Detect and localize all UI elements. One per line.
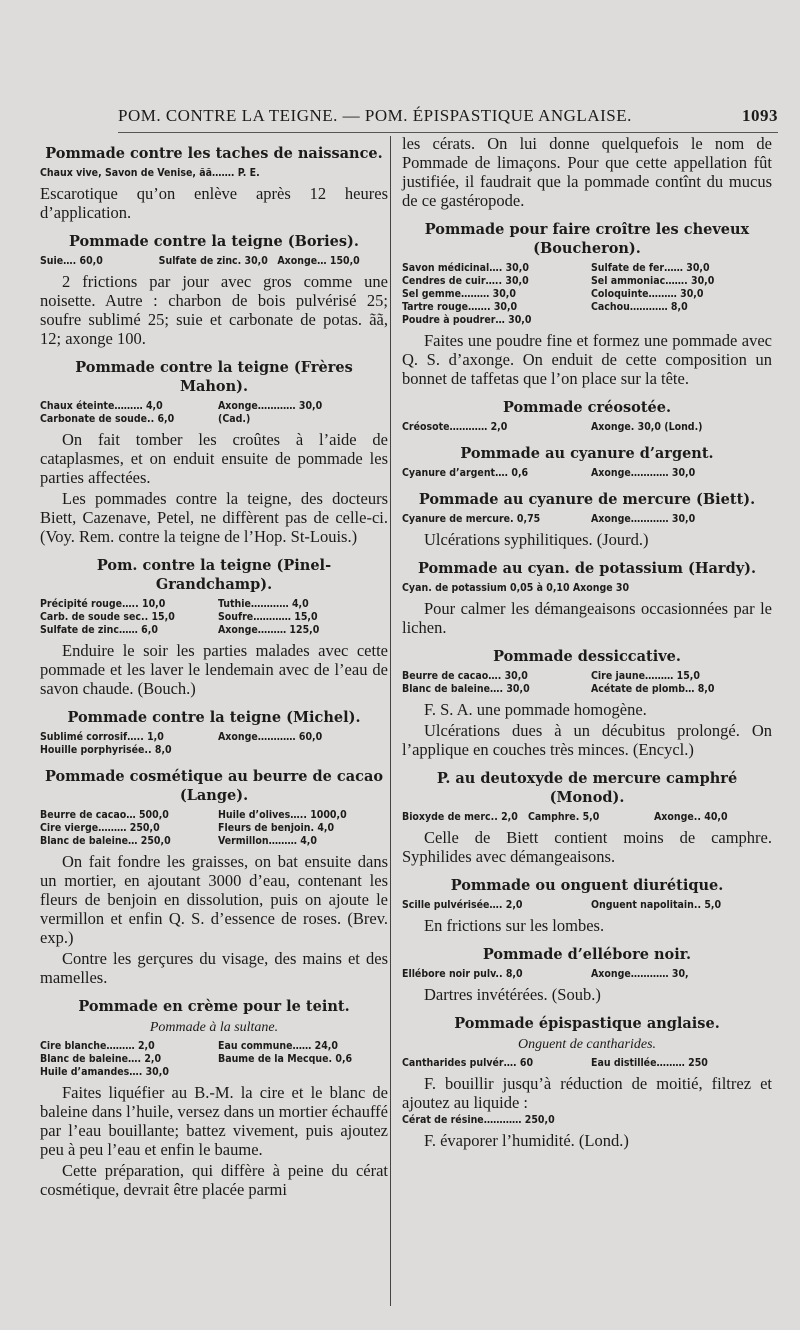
recipe-title: Pommade en crème pour le teint. [78,998,350,1015]
ingredient-cell: Carb. de soude sec.. 15,0 [40,611,175,623]
ingredient-cell: Cérat de résine………… 250,0 [402,1114,555,1126]
right-column [402,134,772,1152]
ingredient-cell: Blanc de baleine…. 2,0 [40,1053,162,1065]
ingredient-row [40,167,388,180]
ingredient-cell: Cendres de cuir….. 30,0 [402,275,529,287]
ingredient-row [40,611,388,624]
ingredient-cell: Cire blanche……… 2,0 [40,1040,155,1052]
body-paragraph: Ulcérations dues à un décubitus prolongé. On l’applique en couches très minces. (Encycl.) [402,721,772,759]
ingredient-row [40,400,388,413]
body-paragraph: Faites liquéfier au B.-M. la cire et le blanc de baleine dans l’huile, versez dans un mortier échauffé par l’eau bouillante; battez vivement, puis ajoutez peu à peu l’eau et enfin le baume. [40,1083,388,1159]
ingredient-cell: Blanc de baleine… 250,0 [40,835,171,847]
ingredient-row [40,624,388,637]
ingredient-list [402,1057,772,1070]
ingredient-cell: Sulfate de fer…… 30,0 [591,262,710,274]
ingredient-cell: Chaux vive, Savon de Venise, ãã……. P. E. [40,167,260,179]
ingredient-cell: Poudre à poudrer… 30,0 [402,314,532,326]
ingredient-list [40,255,388,268]
ingredient-cell: Créosote………… 2,0 [402,421,508,433]
ingredient-row [40,809,388,822]
ingredient-cell: Cire jaune……… 15,0 [591,670,700,682]
ingredient-cell: Carbonate de soude.. 6,0 [40,413,175,425]
ingredient-list [402,262,772,327]
ingredient-list [402,968,772,981]
body-paragraph: F. bouillir jusqu’à réduction de moitié, filtrez et ajoutez au liquide : [402,1074,772,1112]
ingredient-row [402,314,772,327]
ingredient-cell: Axonge……… 125,0 [218,624,320,636]
recipe-title: P. au deutoxyde de mercure camphré (Monod). [436,770,738,806]
ingredient-row [402,1114,772,1127]
ingredient-cell: Soufre………… 15,0 [218,611,318,623]
ingredient-row [402,899,772,912]
ingredient-list [402,899,772,912]
ingredient-cell: Coloquinte……… 30,0 [591,288,704,300]
ingredient-row [40,1066,388,1079]
ingredient-list [402,670,772,696]
body-paragraph: Faites une poudre fine et formez une pommade avec Q. S. d’axonge. On enduit de cette composition un bonnet de taffetas que l’on place sur la tête. [402,331,772,388]
ingredient-cell: Axonge………… 30,0 [591,467,696,479]
ingredient-row [402,288,772,301]
body-paragraph: F. évaporer l’humidité. (Lond.) [424,1131,629,1150]
ingredient-cell: Savon médicinal…. 30,0 [402,262,529,274]
ingredient-row [40,835,388,848]
ingredient-cell: Sel ammoniac……. 30,0 [591,275,715,287]
ingredient-cell: Axonge………… 30,0 [591,513,696,525]
ingredient-cell: Onguent napolitain.. 5,0 [591,899,722,911]
ingredient-cell: Cachou………… 8,0 [591,301,688,313]
ingredient-row [402,421,772,434]
ingredient-row [402,513,772,526]
recipe-title: Pommade pour faire croître les cheveux (Boucheron). [424,221,750,257]
running-header [118,104,778,133]
ingredient-cell [218,1066,388,1079]
ingredient-list [40,167,388,180]
recipe-title: Pom. contre la teigne (Pinel-Grandchamp). [96,557,332,593]
ingredient-list [40,731,388,757]
ingredient-cell: Ellébore noir pulv.. 8,0 [402,968,523,980]
ingredient-row [40,413,388,426]
ingredient-cell: (Cad.) [218,413,251,425]
left-column [40,134,388,1201]
recipe-title: Pommade contre la teigne (Michel). [67,709,361,726]
ingredient-cell: Tartre rouge……. 30,0 [402,301,518,313]
ingredient-row [402,582,772,595]
ingredient-row [402,467,772,480]
ingredient-cell: Suie…. 60,0 [40,255,103,267]
body-paragraph: Pour calmer les démangeaisons occasionnées par le lichen. [402,599,772,637]
ingredient-row [40,731,388,744]
ingredient-cell: Vermillon……… 4,0 [218,835,317,847]
ingredient-cell: Fleurs de benjoin. 4,0 [218,822,335,834]
ingredient-cell: Beurre de cacao…. 30,0 [402,670,528,682]
ingredient-cell: Cyanure d’argent…. 0,6 [402,467,529,479]
ingredient-row [40,1053,388,1066]
ingredient-cell: Axonge………… 60,0 [218,731,323,743]
ingredient-cell: Acétate de plomb… 8,0 [591,683,715,695]
recipe-title: Pommade ou onguent diurétique. [450,877,724,894]
ingredient-list [40,809,388,848]
ingredient-cell: Eau commune…… 24,0 [218,1040,338,1052]
page-number: 1093 [742,106,778,125]
recipe-title: Pommade créosotée. [502,399,672,416]
body-paragraph: les cérats. On lui donne quelquefois le nom de Pommade de limaçons. Pour que cette appellation fût justifiée, il faudrait que la pommade contînt du mucus de ce gastéropode. [402,134,772,210]
recipe-title: Pommade au cyanure de mercure (Biett). [418,491,756,508]
body-paragraph: Celle de Biett contient moins de camphre. Syphilides avec démangeaisons. [402,828,772,866]
recipe-title: Pommade contre les taches de naissance. [45,145,383,162]
body-paragraph: F. S. A. une pommade homogène. [424,700,647,719]
ingredient-list [402,582,772,595]
recipe-title: Pommade cosmétique au beurre de cacao (Lange). [44,768,384,804]
ingredient-cell: Huile d’olives….. 1000,0 [218,809,347,821]
body-paragraph: Ulcérations syphilitiques. (Jourd.) [424,530,649,549]
body-paragraph: On fait tomber les croûtes à l’aide de cataplasmes, et on enduit ensuite de pommade les parties affectées. [40,430,388,487]
ingredient-cell [218,744,388,757]
body-paragraph: Enduire le soir les parties malades avec cette pommade et les laver le lendemain avec de l’eau de savon chaude. (Bouch.) [40,641,388,698]
recipe-title: Pommade d’ellébore noir. [482,946,692,963]
ingredient-cell: Beurre de cacao… 500,0 [40,809,169,821]
ingredient-row [402,301,772,314]
body-paragraph: Dartres invétérées. (Soub.) [424,985,601,1004]
ingredient-list [40,598,388,637]
ingredient-cell: Axonge………… 30,0 [218,400,323,412]
recipe-title: Pommade au cyanure d’argent. [460,445,714,462]
ingredient-cell: Cyan. de potassium 0,05 à 0,10 Axonge 30 [402,582,630,594]
ingredient-cell: Cantharides pulvér…. 60 [402,1057,534,1069]
recipe-title: Pommade épispastique anglaise. [454,1015,720,1032]
ingredient-cell: Eau distillée……… 250 [591,1057,708,1069]
ingredient-row [402,968,772,981]
ingredient-row [40,598,388,611]
body-paragraph: On fait fondre les graisses, on bat ensuite dans un mortier, en ajoutant 3000 d’eau, contenant les fleurs de benjoin en dissolution, puis on ajoute le vermillon et enfin Q. S. d’essence de roses. (Brev. exp.) [40,852,388,947]
body-paragraph: 2 frictions par jour avec gros comme une noisette. Autre : charbon de bois pulvérisé 25; soufre sublimé 25; suie et carbonate de potas. ãã, 12; axonge 100. [40,272,388,348]
ingredient-list [402,513,772,526]
recipe-subtitle: Onguent de cantharides. [517,1037,657,1052]
ingredient-list [402,467,772,480]
ingredient-cell: Tuthie………… 4,0 [218,598,309,610]
ingredient-cell: Sel gemme……… 30,0 [402,288,516,300]
ingredient-row [40,255,388,268]
ingredient-cell: Huile d’amandes…. 30,0 [40,1066,169,1078]
ingredient-list [40,1040,388,1079]
ingredient-cell: Baume de la Mecque. 0,6 [218,1053,353,1065]
ingredient-row [402,262,772,275]
ingredient-cell: Houille porphyrisée.. 8,0 [40,744,172,756]
ingredient-row [402,811,772,824]
ingredient-cell [591,314,772,327]
body-paragraph: Escarotique qu’on enlève après 12 heures d’application. [40,184,388,222]
ingredient-cell: Sulfate de zinc. 30,0 [158,255,268,267]
ingredient-cell: Camphre. 5,0 [528,811,600,823]
running-title: POM. CONTRE LA TEIGNE. — POM. ÉPISPASTIQUE ANGLAISE. [118,106,632,125]
recipe-title: Pommade contre la teigne (Frères Mahon). [75,359,353,395]
ingredient-cell: Cire vierge……… 250,0 [40,822,160,834]
ingredient-row [402,1057,772,1070]
body-paragraph: Les pommades contre la teigne, des docteurs Biett, Cazenave, Petel, ne diffèrent pas de celle-ci. (Voy. Rem. contre la teigne de l’Hop. St-Louis.) [40,489,388,546]
recipe-title: Pommade contre la teigne (Bories). [69,233,359,250]
column-divider [390,136,391,1306]
ingredient-cell: Chaux éteinte……… 4,0 [40,400,163,412]
ingredient-row [40,822,388,835]
ingredient-list [402,811,772,824]
ingredient-cell: Axonge. 30,0 (Lond.) [591,421,703,433]
ingredient-row [40,744,388,757]
ingredient-cell: Axonge… 150,0 [277,255,360,267]
body-paragraph: En frictions sur les lombes. [424,916,605,935]
body-paragraph: Contre les gerçures du visage, des mains et des mamelles. [40,949,388,987]
ingredient-list [402,1114,772,1127]
ingredient-row [402,275,772,288]
ingredient-row [40,1040,388,1053]
ingredient-cell: Blanc de baleine…. 30,0 [402,683,530,695]
ingredient-cell: Cyanure de mercure. 0,75 [402,513,541,525]
ingredient-list [40,400,388,426]
recipe-title: Pommade au cyan. de potassium (Hardy). [417,560,757,577]
ingredient-cell: Scille pulvérisée…. 2,0 [402,899,523,911]
ingredient-cell: Sulfate de zinc…… 6,0 [40,624,158,636]
ingredient-cell: Axonge.. 40,0 [654,811,728,823]
ingredient-cell: Sublimé corrosif….. 1,0 [40,731,164,743]
ingredient-row [402,683,772,696]
recipe-subtitle: Pommade à la sultane. [149,1020,279,1035]
recipe-title: Pommade dessiccative. [493,648,681,665]
ingredient-cell: Bioxyde de merc.. 2,0 [402,811,518,823]
ingredient-row [402,670,772,683]
ingredient-cell: Précipité rouge….. 10,0 [40,598,166,610]
ingredient-cell: Axonge………… 30, [591,968,689,980]
body-paragraph: Cette préparation, qui diffère à peine du cérat cosmétique, devrait être placée parmi [40,1161,388,1199]
ingredient-list [402,421,772,434]
